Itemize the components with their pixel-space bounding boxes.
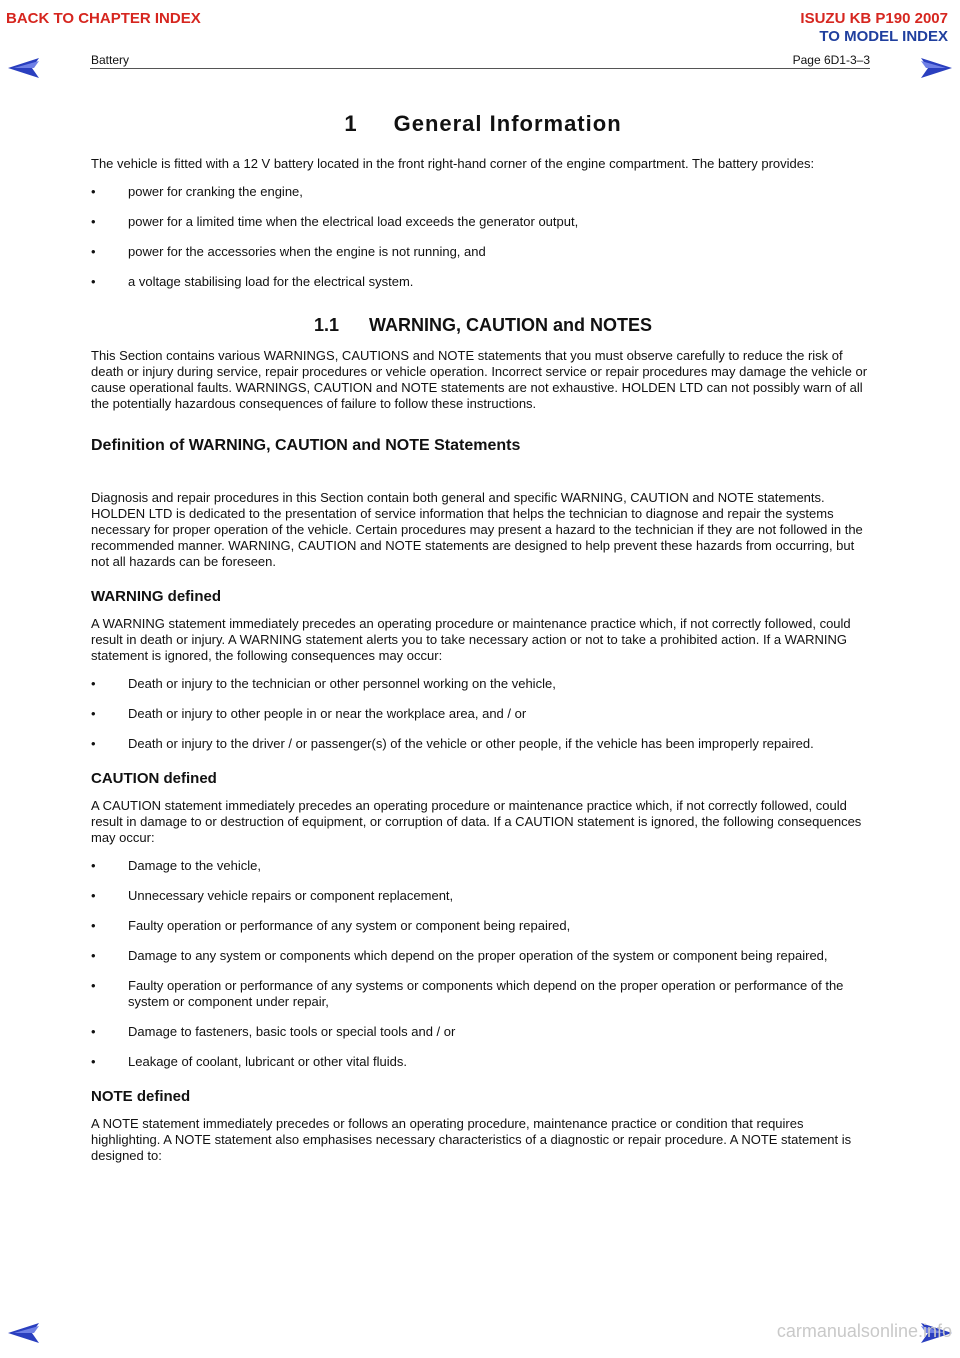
note-paragraph: A NOTE statement immediately precedes or follows an operating procedure, maintenance practice or condition that requires highlighting. A NOTE statement also emphasises necessary characteristics of a diagnostic or repair procedure. A NOTE statement is designed to: — [91, 1116, 852, 1163]
intro-paragraph: The vehicle is fitted with a 12 V battery located in the front right-hand corner of the engine compartment. The battery provides: — [91, 156, 815, 171]
next-page-arrow-icon[interactable] — [920, 58, 952, 78]
list-item: • power for the accessories when the engine is not running, and — [91, 244, 486, 259]
header-section-name: Battery — [91, 53, 130, 67]
header-page-number: Page 6D1-3–3 — [792, 53, 870, 67]
definitions-heading: Definition of WARNING, CAUTION and NOTE Statements — [91, 437, 521, 454]
caution-paragraph: A CAUTION statement immediately precedes an operating procedure or maintenance practice which, if not correctly followed, could result in damage to or destruction of equipment, or corruption of data. If a CAUTION statement is ignored, the following consequences may occur: — [91, 798, 862, 845]
warning-list — [91, 676, 875, 752]
watermark: carmanualsonline.info — [776, 1321, 952, 1341]
caution-heading: CAUTION defined — [91, 770, 217, 787]
subsection-heading: 1.1 WARNING, CAUTION and NOTES — [313, 315, 653, 335]
subsection-paragraph: This Section contains various WARNINGS, CAUTIONS and NOTE statements that you must observe carefully to reduce the risk of death or injury during service, repair procedures or vehicle operation. Incorrect service or repair procedures may damage the vehicle or cause operational faults. WARNINGS, CAUTION and NOTE statements are not exhaustive. HOLDEN LTD can not possibly warn of all the potentially hazardous consequences of failure to follow these instructions. — [91, 348, 868, 411]
prev-page-bottom-arrow-icon[interactable] — [8, 1323, 40, 1343]
model-title: ISUZU KB P190 2007 — [800, 10, 948, 27]
prev-page-arrow-icon[interactable] — [8, 58, 40, 78]
list-item: • Death or injury to other people in or near the workplace area, and / or — [91, 706, 527, 721]
list-item: • Death or injury to the technician or other personnel working on the vehicle, — [91, 676, 556, 691]
intro-list — [91, 184, 875, 290]
list-item: • Damage to fasteners, basic tools or special tools and / or — [91, 1024, 456, 1039]
list-item: • Unnecessary vehicle repairs or component replacement, — [91, 888, 454, 903]
list-item: • Damage to any system or components which depend on the proper operation of the system or component being repaired, — [91, 948, 828, 963]
note-heading: NOTE defined — [91, 1088, 191, 1105]
list-item: • Death or injury to the driver / or passenger(s) of the vehicle or other people, if the vehicle has been improperly repaired. — [91, 736, 814, 751]
section-heading: 1 General Information — [344, 111, 622, 136]
warning-paragraph: A WARNING statement immediately precedes an operating procedure or maintenance practice which, if not correctly followed, could result in death or injury. A WARNING statement alerts you to take necessary action or not to take a prohibited action. If a WARNING statement is ignored, the following consequences may occur: — [91, 616, 851, 663]
list-item: • Damage to the vehicle, — [91, 858, 261, 873]
definitions-paragraph: Diagnosis and repair procedures in this Section contain both general and specific WARNING, CAUTION and NOTE statements. HOLDEN LTD is dedicated to the presentation of service information that helps the technician to diagnose and repair the systems necessary for proper operation of the vehicle. Certain procedures may present a hazard to the technician if they are not followed in the recommended manner. WARNING, CAUTION and NOTE statements are designed to help prevent these hazards from occurring, but not all hazards can be foreseen. — [91, 490, 863, 569]
to-model-index-link[interactable]: TO MODEL INDEX — [819, 28, 948, 45]
page-content — [91, 110, 875, 1176]
list-item: • power for cranking the engine, — [91, 184, 303, 199]
list-item: • power for a limited time when the electrical load exceeds the generator output, — [91, 214, 579, 229]
model-nav — [800, 10, 948, 46]
list-item: • Faulty operation or performance of any system or component being repaired, — [91, 918, 571, 933]
caution-list — [91, 858, 875, 1070]
list-item: • Faulty operation or performance of any systems or components which depend on the proper operation or performance of the system or component under repair, — [91, 978, 844, 1009]
warning-heading: WARNING defined — [91, 588, 221, 605]
list-item: • a voltage stabilising load for the electrical system. — [91, 274, 414, 289]
header-rule — [90, 68, 870, 69]
back-to-chapter-index-link[interactable]: BACK TO CHAPTER INDEX — [6, 10, 201, 27]
list-item: • Leakage of coolant, lubricant or other vital fluids. — [91, 1054, 407, 1069]
